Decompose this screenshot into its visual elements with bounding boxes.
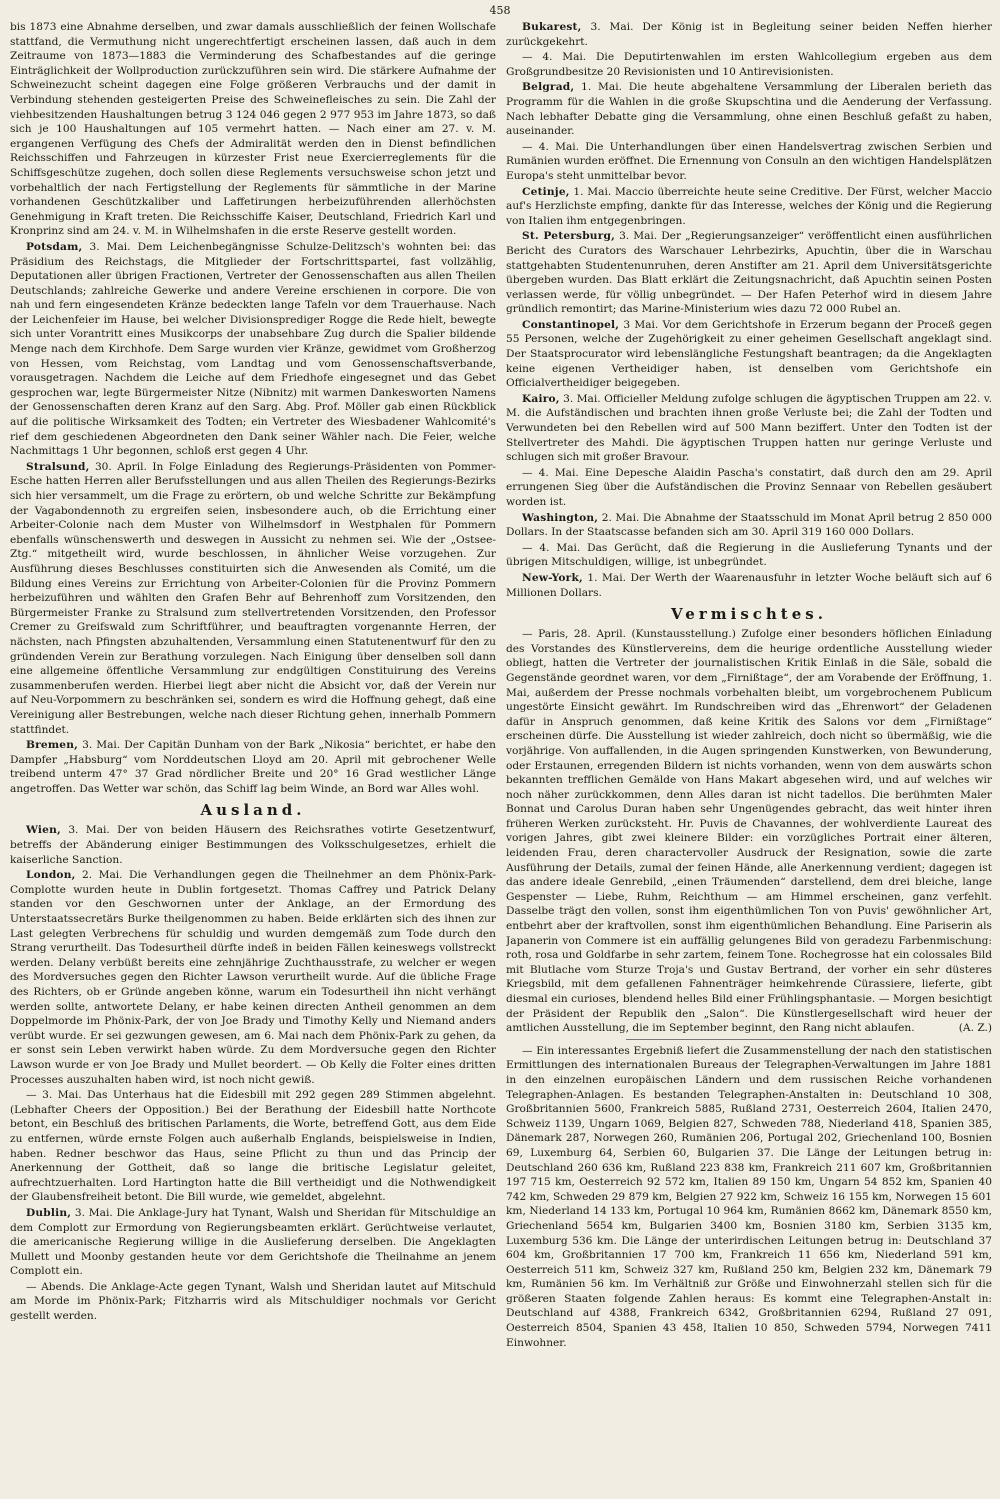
article-kairo xyxy=(506,392,992,465)
dateline-place: Stralsund, xyxy=(26,460,90,473)
divider xyxy=(626,1039,872,1040)
dateline-place: Washington, xyxy=(522,511,599,524)
article-text: — Paris, 28. April. (Kunstausstellung.) Zufolge einer besonders höflichen Einladung des Vorstandes des Künstlervereins, dem die heurige ordentliche Ausstellung wieder obliegt, hatten die Vertreter der journalistischen Kritik Einlaß in die Säle, sobald die Gegenstände geordnet waren, vor dem „Firnißtage“, der am Vorabende der Eröffnung, 1. Mai, außerdem der Presse nochmals vorbehalten bleibt, um vorgebrochenem Publicum ungestörte Einsicht gewährt. Im Rundschreiben wird das „Ehrenwort“ der Geladenen dafür in Anspruch genommen, daß keine Kritik des Salons vor dem „Firnißtage“ erscheinen dürfe. Die Ausstellung ist wieder zahlreich, doch nicht so übermäßig, wie die vorjährige. Von auffallenden, in die Augen springenden Kunstwerken, von Bewunderung, oder Erstaunen, erregenden Bildern ist nichts vorhanden, wenn von dem auswärts schon bekannten trefflichen Gemälde von Hans Makart abgesehen wird, und auf welches wir noch näher zurückkommen, denn Alles daran ist nicht tadellos. Die berühmten Maler Bonnat und Carolus Duran haben sehr Ungenügendes gebracht, das weit hinter ihren früheren Werken zurücksteht. Hr. Puvis de Chavannes, der wohlverdiente Laureat des vorigen Jahres, gibt zwei kleinere Bilder: ein vorzügliches Portrait einer älteren, leidenden Frau, deren charactervoller Ausdruck der Resignation, sowie die zarte Ausführung der Details, zumal der feinen Hände, alle Anerkennung verdient; dagegen ist das andere ideale Genrebild, „einen Träumenden“ darstellend, dem drei bleiche, lange Gespenster — Liebe, Ruhm, Reichthum — am Himmel erscheinen, ganz verfehlt. Dasselbe trägt den vollen, sonst ihm eigenthümlichen Ton von Puvis' gewöhnlicher Art, entbehrt aber der kraftvollen, sonst ihm eigenthümlichen Behandlung. Eine Pariserin als Japanerin von Commere ist ein auffällig gelungenes Bild von geradezu Farbenmischung: roth, rosa und Goldfarbe in sehr zartem, feinem Tone. Rochegrosse hat ein colossales Bild mit Blutlache vom Sturze Troja's und Gustav Bertrand, der vorher ein sehr düsteres Kriegsbild, mit dem gefallenen Fahnenträger heimkehrende Cürassiere, lieferte, gibt diesmal ein curioses, blendend helles Bild einer Frühlingsphantasie. — Morgen besichtigt der Präsident der Republik den „Salon“. Die Künstlergesellschaft wird heuer der amtlichen Ausstellung, die im September beginnt, den Rang nicht ablaufen. xyxy=(506,628,992,1035)
article-text: 2. Mai. Die Verhandlungen gegen die Theilnehmer an dem Phönix-Park-Complotte wurden heute in Dublin fortgesetzt. Thomas Caffrey und Patrick Delany standen vor den Geschwornen unter der Anklage, an der Ermordung des Unterstaatssecretärs Burke theilgenommen zu haben. Beide erklärten sich des ihnen zur Last gelegten Verbrechens für schuldig und wurden demgemäß zum Tode durch den Strang verurtheilt. Das Todesurtheil dürfte indeß in beiden Fällen keineswegs vollstreckt werden. Delany verbüßt bereits eine zehnjährige Zuchthausstrafe, zu welcher er wegen des Mordversuches gegen den Richter Lawson verurtheilt wurde. Auf die übliche Frage des Richters, ob er Gründe angeben könne, warum ein Todesurtheil ihn nicht verhängt werden sollte, antwortete Delany, er habe keinen directen Antheil genommen an dem Doppelmorde im Phönix-Park, der von Joe Brady und Timothy Kelly und Niemand anders verübt wurde. Er sei gezwungen gewesen, am 6. Mai nach dem Phönix-Park zu gehen, da er sonst sein Leben verwirkt haben würde. Zu dem Mordversuche gegen den Richter Lawson wurde er von Joe Brady und Mullet beordert. — Ob Kelly die Folter eines dritten Processes auszuhalten haben wird, ist noch nicht gewiß. xyxy=(10,869,496,1086)
dateline-place: Cetinje, xyxy=(522,185,570,198)
dateline-place: Belgrad, xyxy=(522,81,575,94)
dateline-place: Bukarest, xyxy=(522,21,582,33)
dateline-place: New-York, xyxy=(522,571,583,584)
article-text: 1. Mai. Die heute abgehaltene Versammlung der Liberalen berieth das Programm für die Wahlen in die große Skupschtina und die Aenderung der Verfassung. Nach lebhafter Debatte ging die Versammlung, ohne einen Beschluß gefaßt zu haben, auseinander. xyxy=(506,81,992,138)
dateline-place: Dublin, xyxy=(26,1206,72,1219)
section-heading-ausland: Ausland. xyxy=(200,801,306,820)
article-text: 1. Mai. Der Werth der Waarenausfuhr in letzter Woche beläuft sich auf 6 Millionen Dollars. xyxy=(506,571,992,599)
dateline-place: Bremen, xyxy=(26,739,79,752)
article-stralsund xyxy=(10,460,496,737)
article-paragraph: — Abends. Die Anklage-Acte gegen Tynant, Walsh und Sheridan lautet auf Mitschuld am Morde im Phönix-Park; Fitzharris wird als Mitschuldiger nochmals vor Gericht gestellt werden. xyxy=(10,1280,496,1323)
article-telegraph: — Ein interessantes Ergebniß liefert die Zusammenstellung der nach den statistischen Ermittlungen des internationalen Bureaus der Telegraphen-Verwaltungen im Jahre 1881 in den einzelnen europäischen Ländern und dem russischen Reiche vorhandenen Telegraphen-Anlagen. Es bestanden Telegraphen-Anstalten in: Deutschland 10 308, Großbritannien 5600, Frankreich 5885, Rußland 2731, Oesterreich 2604, Italien 2470, Schweiz 1139, Ungarn 1069, Belgien 827, Schweden 788, Niederland 418, Spanien 385, Dänemark 287, Norwegen 260, Rumänien 206, Portugal 202, Griechenland 100, Bosnien 69, Luxemburg 64, Serbien 60, Bulgarien 37. Die Länge der Leitungen betrug in: Deutschland 260 636 km, Rußland 223 838 km, Frankreich 211 607 km, Großbritannien 197 715 km, Oesterreich 92 572 km, Italien 89 150 km, Ungarn 54 852 km, Spanien 40 742 km, Schweden 29 879 km, Belgien 27 922 km, Schweiz 16 155 km, Norwegen 15 601 km, Niederland 14 133 km, Portugal 10 964 km, Rumänien 8662 km, Dänemark 8550 km, Griechenland 5654 km, Bulgarien 3400 km, Bosnien 3180 km, Serbien 3135 km, Luxemburg 536 km. Die Länge der unterirdischen Leitungen betrug in: Deutschland 37 604 km, Großbritannien 17 700 km, Frankreich 11 656 km, Niederland 591 km, Oesterreich 511 km, Schweiz 327 km, Rußland 250 km, Belgien 232 km, Dänemark 79 km, Rumänien 56 km. Im Verhältniß zur Größe und Einwohnerzahl stellen sich für die größeren Staaten folgende Zahlen heraus: Es kommt eine Telegraphen-Anstalt in: Deutschland auf 4388, Frankreich 6342, Großbritannien 6294, Rußland 27 091, Oesterreich 8504, Spanien 43 458, Italien 10 850, Schweden 5794, Norwegen 7411 Einwohner. xyxy=(506,1044,992,1349)
article-paragraph: — 4. Mai. Die Deputirtenwahlen im ersten Wahlcollegium ergeben aus dem Großgrundbesitze 20 Revisionisten und 10 Antirevisionisten. xyxy=(506,51,992,78)
article-text: 3. Mai. Dem Leichenbegängnisse Schulze-Delitzsch's wohnten bei: das Präsidium des Reichstags, die Mitglieder der Fortschrittspartei, fast vollzählig, Deputationen aller übrigen Fractionen, Vertreter der Genossenschaften aus allen Theilen Deutschlands; zahlreiche Gewerke und andere Vereine erschienen in corpore. Die von nah und fern eingesendeten Kränze bedeckten lange Tafeln vor dem Trauerhause. Nach der Leichenfeier im Hause, bei welcher Divisionsprediger Rogge die Rede hielt, bewegte sich unter Vorantritt eines Musikcorps der unabsehbare Zug durch die Spalier bildende Menge nach dem Kirchhofe. Dem Sarge wurden vier Kränze, gewidmet vom Großherzog von Hessen, vom Reichstag, vom Landtag und vom Genossenschaftsverbande, vorausgetragen. Nachdem die Leiche auf dem Friedhofe eingesegnet und das Gebet gesprochen war, legte Bürgermeister Nitze (Nibnitz) mit warmen Dankesworten Namens der Genossenschaften deren Kranz auf den Sarg. Abg. Prof. Möller gab einen Rückblick auf die politische Wirksamkeit des Todten; ein Vertreter des Wiesbadener Wahlcomité's rief dem geschiedenen Abgeordneten den Dank seiner Wähler nach. Die Feier, welche Nachmittags 1 Uhr begonnen, schloß erst gegen 4 Uhr. xyxy=(10,240,496,458)
dateline-place: Wien, xyxy=(26,824,61,837)
article-text: 30. April. In Folge Einladung des Regierungs-Präsidenten von Pommer-Esche hatten Herren aller Berufsstellungen und aus allen Theilen des Regierungs-Bezirks sich hier versammelt, um die Frage zu erörtern, ob und welche Schritte zur Bekämpfung der Vagabondennoth zu ergreifen seien, insbesondere auch, ob die Errichtung einer Arbeiter-Colonie nach dem Muster von Wilhelmsdorf in Westphalen für Pommern ebenfalls wünschenswerth und deswegen in Aussicht zu nehmen sei. Wie der „Ostsee-Ztg.“ mitgetheilt wird, wurde beschlossen, in ähnlicher Weise vorzugehen. Zur Ausführung dieses Beschlusses constituirten sich die Anwesenden als Comité, um die Bildung eines Vereins zur Errichtung von Arbeiter-Colonien für die Provinz Pommern herbeizuführen und wählten den Grafen Behr auf Behrenhoff zum Vorsitzenden, den Bürgermeister Franke zu Stralsund zum stellvertretenden Vorsitzenden, den Professor Cremer zu Greifswald zum Schriftführer, und beauftragten vorgenannte Herren, der nächsten, nach Pfingsten abzuhaltenden, Versammlung einen Statutenentwurf für den zu gründenden Verein zur Berathung vorzulegen. Nach Einigung über denselben soll dann eine allgemeine öffentliche Versammlung zur endgültigen Constituirung des Vereins zusammenberufen werden. Hierbei liegt aber nicht die Absicht vor, daß der Verein nur auf Neu-Vorpommern zu beschränken sei, sondern es wird die Hoffnung gehegt, daß eine Vereinigung aller Bestrebungen, welche nach dieser Richtung gehen, innerhalb Pommern stattfindet. xyxy=(10,460,496,736)
article-dublin xyxy=(10,1206,496,1279)
article-text: 3. Mai. Der König ist in Begleitung seiner beiden Neffen hierher zurückgekehrt. xyxy=(506,21,992,48)
article-newyork xyxy=(506,571,992,600)
article-text: 3. Mai. Die Anklage-Jury hat Tynant, Walsh und Sheridan für Mitschuldige an dem Complott zur Ermordung von Regierungsbeamten erklärt. Gerüchtweise verlautet, die americanische Regierung willige in die Auslieferung derselben. Die Angeklagten Mullett und Moonby gestanden heute vor dem Gerichtshofe die Theilnahme an jenem Complott ein. xyxy=(10,1206,496,1278)
article-text: 1. Mai. Maccio überreichte heute seine Creditive. Der Fürst, welcher Maccio auf's Herzlichste empfing, dankte für das Interesse, welches der König und die Regierung von Italien ihm entgegenbringen. xyxy=(506,185,992,227)
article-cetinje xyxy=(506,185,992,229)
article-konstantinopel xyxy=(506,318,992,391)
left-column xyxy=(10,20,496,1490)
article-paragraph: — 4. Mai. Eine Depesche Alaidin Pascha's constatirt, daß durch den am 29. April errungenen Sieg über die Aufständischen die Provinz Sennaar von Rebellen gesäubert worden ist. xyxy=(506,466,992,508)
article-bremen xyxy=(10,738,496,796)
article-text: 3. Mai. Der „Regierungsanzeiger“ veröffentlicht einen ausführlichen Bericht des Curators des Warschauer Lehrbezirks, Apuchtin, über die in Warschau stattgehabten Studentenunruhen, deren Anstifter am 21. April dem Universitätsgerichte übergeben wurden. Das Blatt erklärt die Zeitungsnachricht, daß Apuchtin seinen Posten verlassen werde, für völlig unbegründet. — Der Hafen Peterhof wird in diesem Jahre gründlich remontirt; das Marine-Ministerium wies dazu 72 000 Rubel an. xyxy=(506,230,992,316)
right-column xyxy=(506,20,992,1490)
dateline-place: Kairo, xyxy=(522,392,560,405)
article-text: 3 Mai. Vor dem Gerichtshofe in Erzerum begann der Proceß gegen 55 Personen, welche der Zugehörigkeit zu einer geheimen Gesellschaft angeklagt sind. Der Staatsprocurator wird lebenslängliche Festungshaft beantragen; da die Angeklagten keine eigenen Vertheidiger haben, ist denselben vom Gerichtshofe ein Officialvertheidiger beigegeben. xyxy=(506,318,992,390)
article-paragraph: — 4. Mai. Das Gerücht, daß die Regierung in die Auslieferung Tynants und der übrigen Mitschuldigen, willige, ist unbegründet. xyxy=(506,541,992,569)
article-text: 3. Mai. Der Capitän Dunham von der Bark „Nikosia“ berichtet, er habe den Dampfer „Habsburg“ vom Norddeutschen Lloyd am 20. April mit gebrochener Welle treibend unterm 47° 37 Grad nördlicher Breite und 20° 16 Grad westlicher Länge angetroffen. Das Wetter war schön, das Schiff lag beim Winde, an Bord war Alles wohl. xyxy=(10,739,496,795)
article-paragraph: — 4. Mai. Die Unterhandlungen über einen Handelsvertrag zwischen Serbien und Rumänien wurden eröffnet. Die Ernennung von Consuln an den wichtigen Handelsplätzen Europa's steht unmittelbar bevor. xyxy=(506,140,992,182)
article-potsdam xyxy=(10,240,496,459)
article-paris xyxy=(506,627,992,1036)
article-wien xyxy=(10,823,496,867)
article-paragraph: bis 1873 eine Abnahme derselben, und zwar damals ausschließlich der feinen Wollschafe stattfand, die Vermuthung nicht ungerechtfertigt erscheinen lassen, daß auch in dem Zeitraume von 1873—1883 die Verminderung des Schafbestandes auf die geringe Einträglichkeit der Wollproduction zurückzuführen sein wird. Die stärkere Aufnahme der Schweinezucht scheint dagegen eine Folge größeren Verbrauchs und der damit in Verbindung stehenden gesteigerten Preise des Schweinefleisches zu sein. Die Zahl der viehbesitzenden Haushaltungen betrug 3 124 046 gegen 2 977 953 im Jahre 1873, so daß sich je 100 Haushaltungen auf 105 vermehrt hatten. — Nach einer am 27. v. M. ergangenen Verfügung des Chefs der Admiralität werden den in Dienst befindlichen Reichsschiffen und Fahrzeugen in kürzester Frist neue Exercierreglements für die Schiffsgeschütze zugehen, doch sollen diese Reglements versuchsweise schon jetzt und vorbehaltlich der nach Fertigstellung der Reglements für sämmtliche in der Marine vorhandenen Geschützkaliber und Laffetirungen herbeizuführenden allerhöchsten Genehmigung in Kraft treten. Die Reichsschiffe Kaiser, Deutschland, Friedrich Karl und Kronprinz sind am 24. v. M. in Wilhelmshafen in die erste Reserve gestellt worden. xyxy=(10,21,496,238)
dateline-place: Constantinopel, xyxy=(522,318,620,331)
article-bukarest xyxy=(506,20,992,49)
article-text: 3. Mai. Der von beiden Häusern des Reichsrathes votirte Gesetzentwurf, betreffs der Abänderung einiger Bestimmungen des Volksschulgesetzes, erhielt die kaiserliche Sanction. xyxy=(10,824,496,866)
article-text: 2. Mai. Die Abnahme der Staatsschuld im Monat April betrug 2 850 000 Dollars. In der Staatscasse befanden sich am 30. April 319 160 000 Dollars. xyxy=(506,511,992,539)
page-number: 458 xyxy=(489,4,511,17)
source-mark: (A. Z.) xyxy=(958,1022,992,1035)
dateline-place: Potsdam, xyxy=(26,240,83,253)
dateline-place: St. Petersburg, xyxy=(522,230,615,243)
article-belgrad xyxy=(506,80,992,138)
dateline-place: London, xyxy=(26,869,76,882)
article-london xyxy=(10,868,496,1087)
article-washington xyxy=(506,511,992,540)
article-petersburg xyxy=(506,229,992,317)
article-text: 3. Mai. Officieller Meldung zufolge schlugen die ägyptischen Truppen am 22. v. M. die Aufständischen und brachten ihnen große Verluste bei; die Zahl der Todten und Verwundeten bei den Rebellen wird auf 500 Mann beziffert. Unter den Todten ist der Stellvertreter des Mahdi. Die ägyptischen Truppen hatten nur geringe Verluste und schlugen sich mit großer Bravour. xyxy=(506,392,992,464)
section-heading-vermischtes: Vermischtes. xyxy=(671,605,827,624)
article-paragraph: — 3. Mai. Das Unterhaus hat die Eidesbill mit 292 gegen 289 Stimmen abgelehnt. (Lebhafter Cheers der Opposition.) Bei der Berathung der Eidesbill hatte Northcote betont, ein Beschluß des britischen Parlaments, die Worte, betreffend Gott, aus dem Eide zu entfernen, würde ernste Folgen auch außerhalb Englands, beispielsweise in Indien, haben. Redner beschwor das Haus, seine Pflicht zu thun und das Princip der Anerkennung der Gottheit, daß so lange die britische Legislatur geleitet, aufrechtzuerhalten. Lord Hartington hatte die Bill vertheidigt und die Nothwendigkeit der Glaubensfreiheit betont. Die Bill wurde, wie gemeldet, abgelehnt. xyxy=(10,1089,496,1204)
columns xyxy=(10,20,992,1490)
